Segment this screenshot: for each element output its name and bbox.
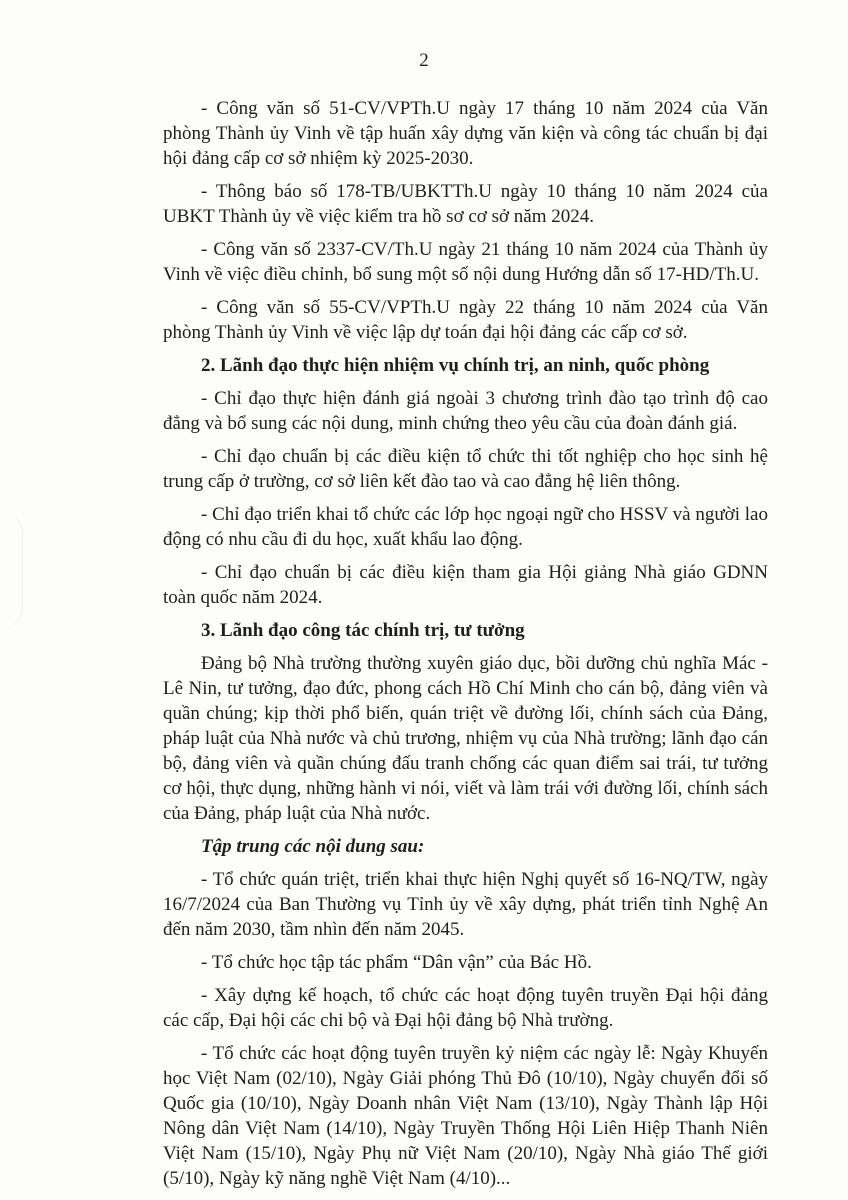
page-number: 2 (419, 50, 429, 71)
paragraph-tb-178: - Thông báo số 178-TB/UBKTTh.U ngày 10 tháng 10 năm 2024 của UBKT Thành ủy về việc kiểm tra hồ sơ cơ sở năm 2024. (163, 181, 768, 227)
section-3-item-3: - Xây dựng kế hoạch, tổ chức các hoạt động tuyên truyền Đại hội đảng các cấp, Đại hội các chi bộ và Đại hội đảng bộ Nhà trường. (163, 985, 768, 1031)
paragraph-cv-55: - Công văn số 55-CV/VPTh.U ngày 22 tháng 10 năm 2024 của Văn phòng Thành ủy Vinh về việc lập dự toán đại hội đảng các cấp cơ sở. (163, 297, 768, 343)
section-3-subheading: Tập trung các nội dung sau: (201, 836, 425, 857)
section-2-item-1: - Chỉ đạo thực hiện đánh giá ngoài 3 chương trình đào tạo trình độ cao đẳng và bổ sung các nội dung, minh chứng theo yêu cầu của đoàn đánh giá. (163, 388, 768, 434)
section-3-item-2: - Tổ chức học tập tác phẩm “Dân vận” của Bác Hồ. (201, 952, 592, 973)
section-2-item-4: - Chỉ đạo chuẩn bị các điều kiện tham gia Hội giảng Nhà giáo GDNN toàn quốc năm 2024. (163, 562, 768, 608)
section-3-item-1: - Tổ chức quán triệt, triển khai thực hiện Nghị quyết số 16-NQ/TW, ngày 16/7/2024 của Ban Thường vụ Tỉnh ủy về xây dựng, phát triển tỉnh Nghệ An đến năm 2030, tầm nhìn đến năm 2045. (163, 869, 768, 940)
document-body (163, 96, 768, 1199)
paragraph-cv-2337: - Công văn số 2337-CV/Th.U ngày 21 tháng 10 năm 2024 của Thành ủy Vinh về việc điều chỉnh, bổ sung một số nội dung Hướng dẫn số 17-HD/Th.U. (163, 239, 768, 285)
section-3-item-4: - Tổ chức các hoạt động tuyên truyền kỷ niệm các ngày lễ: Ngày Khuyến học Việt Nam (02/10), Ngày Giải phóng Thủ Đô (10/10), Ngày chuyển đổi số Quốc gia (10/10), Ngày Doanh nhân Việt Nam (13/10), Ngày Thành lập Hội Nông dân Việt Nam (14/10), Ngày Truyền Thống Hội Liên Hiệp Thanh Niên Việt Nam (15/10), Ngày Phụ nữ Việt Nam (20/10), Ngày Nhà giáo Thế giới (5/10), Ngày kỹ năng nghề Việt Nam (4/10)... (163, 1043, 768, 1189)
section-2-heading: 2. Lãnh đạo thực hiện nhiệm vụ chính trị, an ninh, quốc phòng (201, 355, 710, 376)
section-2-item-2: - Chỉ đạo chuẩn bị các điều kiện tổ chức thi tốt nghiệp cho học sinh hệ trung cấp ở trường, cơ sở liên kết đào tao và cao đẳng hệ liên thông. (163, 446, 768, 492)
paragraph-cv-51: - Công văn số 51-CV/VPTh.U ngày 17 tháng 10 năm 2024 của Văn phòng Thành ủy Vinh về tập huấn xây dựng văn kiện và công tác chuẩn bị đại hội đảng cấp cơ sở nhiệm kỳ 2025-2030. (163, 98, 768, 169)
section-3-heading: 3. Lãnh đạo công tác chính trị, tư tưởng (201, 620, 525, 641)
section-2-item-3: - Chỉ đạo triển khai tổ chức các lớp học ngoại ngữ cho HSSV và người lao động có nhu cầu đi du học, xuất khẩu lao động. (163, 504, 768, 550)
binding-stamp-edge (0, 510, 23, 630)
section-3-intro: Đảng bộ Nhà trường thường xuyên giáo dục, bồi dưỡng chủ nghĩa Mác - Lê Nin, tư tưởng, đạo đức, phong cách Hồ Chí Minh cho cán bộ, đảng viên và quần chúng; kịp thời phổ biến, quán triệt về đường lối, chính sách của Đảng, pháp luật của Nhà nước và chủ trương, nhiệm vụ của Nhà trường; lãnh đạo cán bộ, đảng viên và quần chúng đấu tranh chống các quan điểm sai trái, tư tưởng cơ hội, thực dụng, những hành vi nói, viết và làm trái với đường lối, chính sách của Đảng, pháp luật của Nhà nước. (163, 653, 768, 824)
